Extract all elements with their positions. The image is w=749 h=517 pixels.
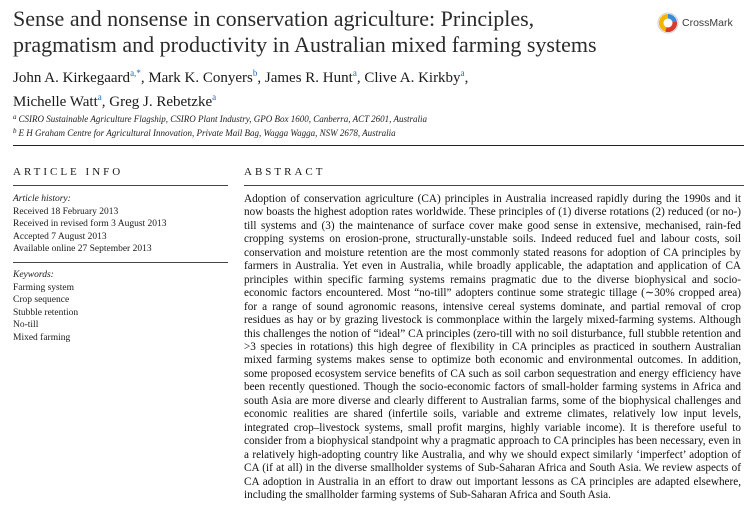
author-name[interactable]: Clive A. Kirkby	[364, 70, 461, 86]
keywords	[13, 269, 228, 344]
keyword-item: No-till	[13, 320, 39, 330]
author-list: John A. Kirkegaard$^{a,*}$, Mark K. Conyers$^b$, James R. Hunt$^a$, Clive A. Kirkby$^a$, Michelle Watt$^a$, Greg J. Rebetzke$^a$	[13, 68, 469, 110]
history-label: Article history:	[13, 194, 71, 204]
abstract-heading: ABSTRACT	[244, 166, 326, 178]
keyword-item: Crop sequence	[13, 295, 70, 305]
keywords-divider	[13, 262, 228, 263]
crossmark-badge[interactable]	[657, 10, 741, 36]
article-info-divider	[13, 185, 228, 186]
keyword-item: Mixed farming	[13, 332, 71, 343]
author-affiliation-mark: b	[252, 68, 258, 78]
affiliation-line: $^b$ E H Graham Centre for Agricultural Innovation, Private Mail Bag, Wagga Wagga, NSW 2678, Australia	[13, 127, 396, 138]
article-history	[13, 193, 228, 256]
history-item: Received in revised form 3 August 2013	[13, 219, 167, 229]
author-name[interactable]: Mark K. Conyers	[148, 70, 253, 86]
keywords-label: Keywords:	[13, 270, 54, 280]
keyword-item: Farming system	[13, 282, 74, 293]
history-item: Accepted 7 August 2013	[13, 231, 107, 242]
author-name[interactable]: Michelle Watt	[13, 94, 98, 110]
crossmark-label: CrossMark	[682, 17, 733, 29]
header-divider	[13, 145, 744, 146]
affiliation-line: $^a$ CSIRO Sustainable Agriculture Flagship, CSIRO Plant Industry, GPO Box 1600, Canberra, ACT 2601, Australia	[13, 113, 428, 124]
author-name[interactable]: Greg J. Rebetzke	[109, 94, 213, 110]
author-affiliation-mark: a	[212, 92, 217, 102]
author-affiliation-mark: a,*	[130, 68, 141, 78]
history-item: Received 18 February 2013	[13, 206, 119, 217]
author-affiliation-mark: a	[460, 68, 465, 78]
keyword-item: Stubble retention	[13, 307, 79, 318]
article-info-heading: ARTICLE INFO	[13, 166, 124, 178]
affiliations	[13, 111, 633, 139]
abstract-divider	[244, 185, 744, 186]
author-name[interactable]: John A. Kirkegaard	[13, 70, 131, 86]
abstract-text: Adoption of conservation agriculture (CA) principles in Australia increased rapidly during the 1990s and it now boasts the highest adoption rates worldwide. These principles of (1) diverse rotations (2) reduced (or no-) till systems and (3) the maintenance of surface cover make good sense in extensive, mechanised, rain-fed cropping systems on erosion-prone, structurally-unstable soils. Indeed reduced fuel and labour costs, soil conservation and moisture retention are the most commonly stated reasons for adoption of CA principles by farmers in Australia. Yet even in Australia, while broadly applicable, the adaptation and application of CA principles within specific farming systems remains pragmatic due to the diverse biophysical and socio-economic factors encountered. Most “no-till” adopters continue some strategic tillage (∼30% cropped area) for a range of sound agronomic reasons, intensive cereal systems dominate, and partial removal of crop residues as hay or by grazing livestock is commonplace within the largely mixed-farming systems. Although this challenges the notion of “ideal” CA principles (zero-till with no soil disturbance, full stubble retention and >3 species in rotations) this high degree of flexibility in CA principles as practiced in southern Australian mixed farming systems makes sense to optimize both economic and environmental outcomes. In addition, some proposed ecosystem service benefits of CA such as soil carbon sequestration and energy efficiency have been recently questioned. Though the socio-economic factors of small-holder farming systems in Africa and south Asia are more diverse and clearly different to Australian farms, some of the biophysical challenges and economic realities are shared (infertile soils, variable and extreme climates, relatively low input levels, integrated crop–livestock systems, small profit margins, highly variable income). It is therefore useful to consider from a biophysical standpoint why a pragmatic approach to CA principles has been necessary, even in a relatively high-adopting country like Australia, and why we should expect similarly ‘imperfect’ adoption of CA (if at all) in the diverse smallholder systems of Sub-Saharan Africa and South Asia. We review aspects of CA adoption in Australia in an effort to draw out important lessons as CA principles are adapted elsewhere, including the smallholder farming systems of Sub-Saharan Africa and South Asia.	[244, 193, 741, 501]
author-name[interactable]: James R. Hunt	[264, 70, 353, 86]
author-affiliation-mark: a	[352, 68, 357, 78]
crossmark-icon	[657, 12, 679, 34]
history-item: Available online 27 September 2013	[13, 244, 152, 254]
article-title: Sense and nonsense in conservation agriculture: Principles, pragmatism and productivity in Australian mixed farming systems	[13, 6, 597, 57]
author-affiliation-mark: a	[97, 92, 102, 102]
